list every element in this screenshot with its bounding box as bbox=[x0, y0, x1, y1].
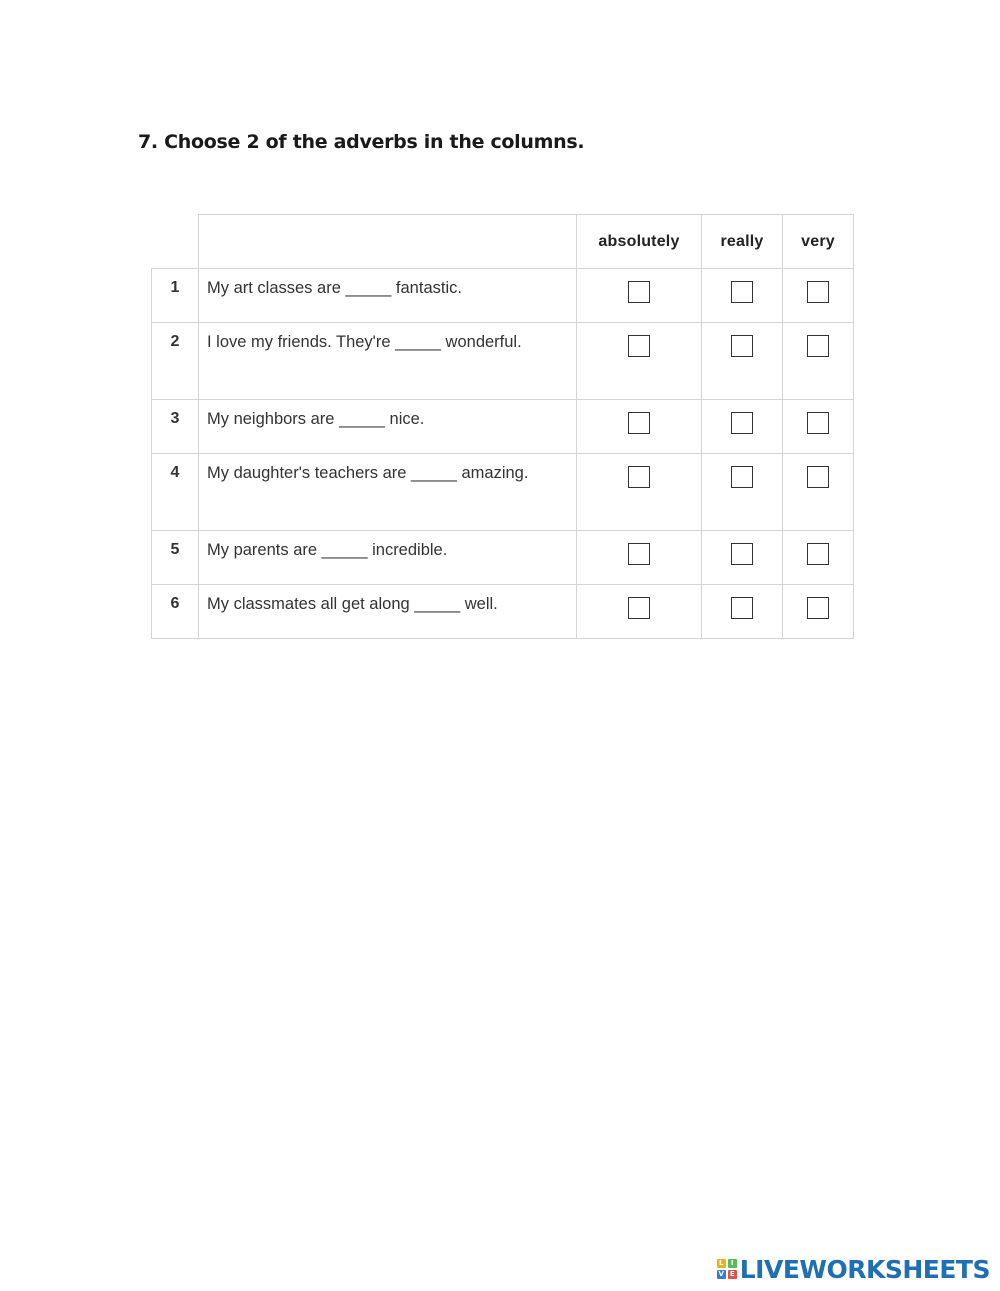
logo-tile: V bbox=[718, 1270, 724, 1278]
row-number: 5 bbox=[152, 531, 199, 585]
row-number: 1 bbox=[152, 269, 199, 323]
checkbox-really[interactable] bbox=[731, 597, 753, 619]
logo-tile: E bbox=[728, 1270, 737, 1279]
table-row bbox=[152, 454, 854, 531]
checkbox-very[interactable] bbox=[807, 543, 829, 565]
option-cell bbox=[577, 585, 702, 639]
checkbox-very[interactable] bbox=[807, 597, 829, 619]
table-row bbox=[152, 400, 854, 454]
row-number: 3 bbox=[152, 400, 199, 454]
option-cell bbox=[783, 454, 854, 531]
option-cell bbox=[783, 323, 854, 400]
logo-tile: L bbox=[717, 1259, 726, 1268]
option-cell bbox=[783, 269, 854, 323]
sentence-header bbox=[199, 215, 577, 269]
row-sentence: My parents are _____ incredible. bbox=[199, 531, 577, 585]
option-cell bbox=[783, 585, 854, 639]
checkbox-absolutely[interactable] bbox=[628, 281, 650, 303]
option-cell bbox=[577, 323, 702, 400]
table-row bbox=[152, 531, 854, 585]
checkbox-absolutely[interactable] bbox=[628, 597, 650, 619]
option-cell bbox=[783, 400, 854, 454]
row-sentence: My classmates all get along _____ well. bbox=[199, 585, 577, 639]
option-cell bbox=[577, 269, 702, 323]
exercise-instruction: 7. Choose 2 of the adverbs in the columns. bbox=[138, 131, 585, 153]
checkbox-absolutely[interactable] bbox=[628, 412, 650, 434]
checkbox-really[interactable] bbox=[731, 281, 753, 303]
option-cell bbox=[702, 531, 783, 585]
checkbox-very[interactable] bbox=[807, 281, 829, 303]
row-sentence: I love my friends. They're _____ wonderful. bbox=[199, 323, 577, 400]
checkbox-absolutely[interactable] bbox=[628, 335, 650, 357]
liveworksheets-logo bbox=[717, 1255, 990, 1283]
header-row bbox=[152, 215, 854, 269]
checkbox-absolutely[interactable] bbox=[628, 543, 650, 565]
logo-icon bbox=[717, 1259, 737, 1279]
checkbox-very[interactable] bbox=[807, 412, 829, 434]
row-number: 6 bbox=[152, 585, 199, 639]
option-cell bbox=[702, 585, 783, 639]
option-cell bbox=[577, 454, 702, 531]
checkbox-very[interactable] bbox=[807, 335, 829, 357]
row-sentence: My neighbors are _____ nice. bbox=[199, 400, 577, 454]
corner-cell bbox=[152, 215, 199, 269]
logo-text: LIVEWORKSHEETS bbox=[739, 1254, 990, 1284]
checkbox-absolutely[interactable] bbox=[628, 466, 650, 488]
table-row bbox=[152, 585, 854, 639]
checkbox-really[interactable] bbox=[731, 543, 753, 565]
column-header-very: very bbox=[783, 215, 854, 269]
checkbox-really[interactable] bbox=[731, 466, 753, 488]
checkbox-really[interactable] bbox=[731, 335, 753, 357]
row-sentence: My daughter's teachers are _____ amazing. bbox=[199, 454, 577, 531]
logo-tile: I bbox=[728, 1259, 737, 1268]
option-cell bbox=[702, 454, 783, 531]
option-cell bbox=[702, 269, 783, 323]
adverb-table bbox=[151, 214, 854, 639]
column-header-absolutely: absolutely bbox=[577, 215, 702, 269]
option-cell bbox=[577, 531, 702, 585]
checkbox-really[interactable] bbox=[731, 412, 753, 434]
row-number: 2 bbox=[152, 323, 199, 400]
table-row bbox=[152, 269, 854, 323]
checkbox-very[interactable] bbox=[807, 466, 829, 488]
option-cell bbox=[702, 400, 783, 454]
column-header-really: really bbox=[702, 215, 783, 269]
row-sentence: My art classes are _____ fantastic. bbox=[199, 269, 577, 323]
table-row bbox=[152, 323, 854, 400]
option-cell bbox=[577, 400, 702, 454]
option-cell bbox=[783, 531, 854, 585]
option-cell bbox=[702, 323, 783, 400]
row-number: 4 bbox=[152, 454, 199, 531]
